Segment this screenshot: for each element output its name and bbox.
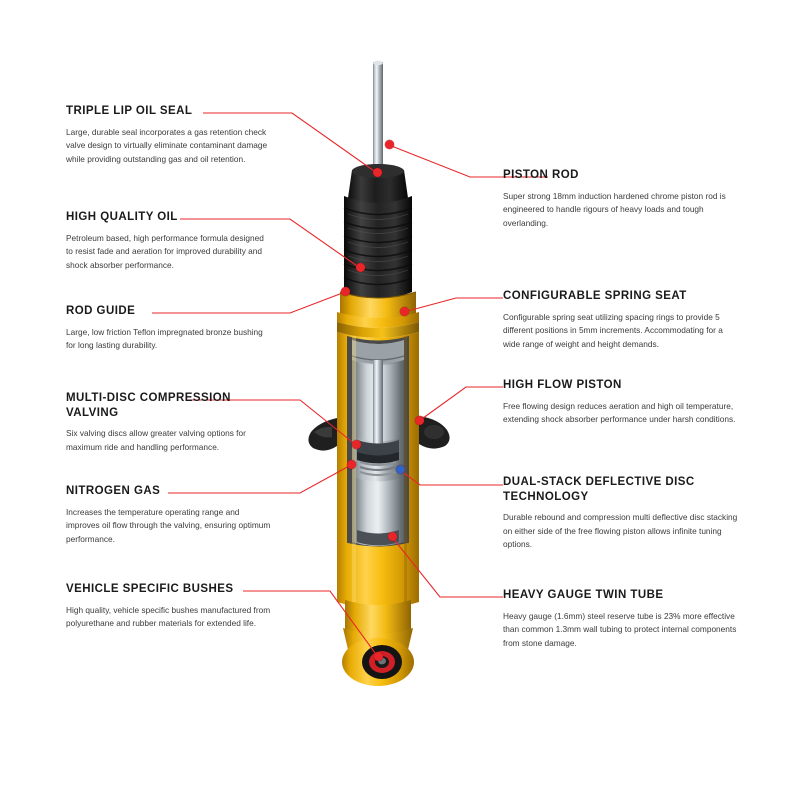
callout-body: Configurable spring seat utilizing spacing rings to provide 5 different positions in 5mm increments. Accommodating for a wide range of weight and height demands.: [503, 311, 723, 349]
callout-vehicle-specific-bushes: [66, 582, 271, 631]
callout-high-flow-piston: [503, 378, 738, 427]
callout-heavy-gauge-twin-tube: [503, 588, 738, 650]
marker-dot-high-flow-piston: [415, 416, 424, 425]
callout-title: HIGH FLOW PISTON: [503, 379, 622, 391]
callout-nitrogen-gas: [66, 484, 271, 546]
marker-dot-dual-stack-deflective-disc-technology: [396, 465, 405, 474]
callout-title: NITROGEN GAS: [66, 485, 161, 497]
callout-title: VEHICLE SPECIFIC BUSHES: [66, 583, 234, 595]
callout-body: Increases the temperature operating range and improves oil flow through the valving, ensuring optimum performance.: [66, 506, 271, 544]
marker-dot-piston-rod: [385, 140, 394, 149]
marker-dot-heavy-gauge-twin-tube: [388, 532, 397, 541]
callout-body: Heavy gauge (1.6mm) steel reserve tube is 23% more effective than common 1.3mm wall tubing to protect internal components from stone damage.: [503, 610, 737, 648]
callout-multi-disc-compression-valving: [66, 391, 271, 454]
callout-body: Durable rebound and compression multi deflective disc stacking on either side of the free flowing piston allows infinite tuning options.: [503, 512, 738, 550]
callout-body: Petroleum based, high performance formula designed to resist fade and aeration for improved durability and shock absorber performance.: [66, 232, 264, 270]
callout-title: ROD GUIDE: [66, 305, 136, 317]
marker-dot-high-quality-oil: [356, 263, 365, 272]
callout-configurable-spring-seat: [503, 289, 738, 351]
marker-dot-nitrogen-gas: [347, 460, 356, 469]
callout-body: Six valving discs allow greater valving options for maximum ride and handling performance.: [66, 428, 246, 452]
callout-body: Large, durable seal incorporates a gas retention check valve design to virtually eliminate contaminant damage while providing outstanding gas and oil retention.: [66, 126, 268, 164]
callout-body: High quality, vehicle specific bushes manufactured from polyurethane and rubber materials for extended life.: [66, 604, 271, 629]
callout-triple-lip-oil-seal: [66, 104, 271, 166]
callout-body: Large, low friction Teflon impregnated bronze bushing for long lasting durability.: [66, 326, 263, 351]
marker-dot-vehicle-specific-bushes: [374, 652, 383, 661]
callout-title: HEAVY GAUGE TWIN TUBE: [503, 589, 664, 601]
callout-high-quality-oil: [66, 210, 271, 272]
callout-title: MULTI-DISC COMPRESSION VALVING: [66, 392, 231, 419]
marker-dot-configurable-spring-seat: [400, 307, 409, 316]
callout-title: TRIPLE LIP OIL SEAL: [66, 105, 193, 117]
marker-dot-multi-disc-compression-valving: [352, 440, 361, 449]
callout-title: PISTON ROD: [503, 169, 579, 181]
callout-body: Super strong 18mm induction hardened chrome piston rod is engineered to handle rigours of heavy loads and tough overlanding.: [503, 190, 726, 228]
callout-rod-guide: [66, 304, 271, 353]
callout-title: CONFIGURABLE SPRING SEAT: [503, 290, 687, 302]
marker-dot-triple-lip-oil-seal: [373, 168, 382, 177]
callout-dual-stack-deflective-disc-technology: [503, 475, 738, 552]
callout-title: DUAL-STACK DEFLECTIVE DISC TECHNOLOGY: [503, 476, 695, 503]
marker-dot-rod-guide: [341, 287, 350, 296]
callout-title: HIGH QUALITY OIL: [66, 211, 178, 223]
callout-piston-rod: [503, 168, 738, 230]
callout-body: Free flowing design reduces aeration and high oil temperature, extending shock absorber performance under harsh conditions.: [503, 400, 736, 425]
